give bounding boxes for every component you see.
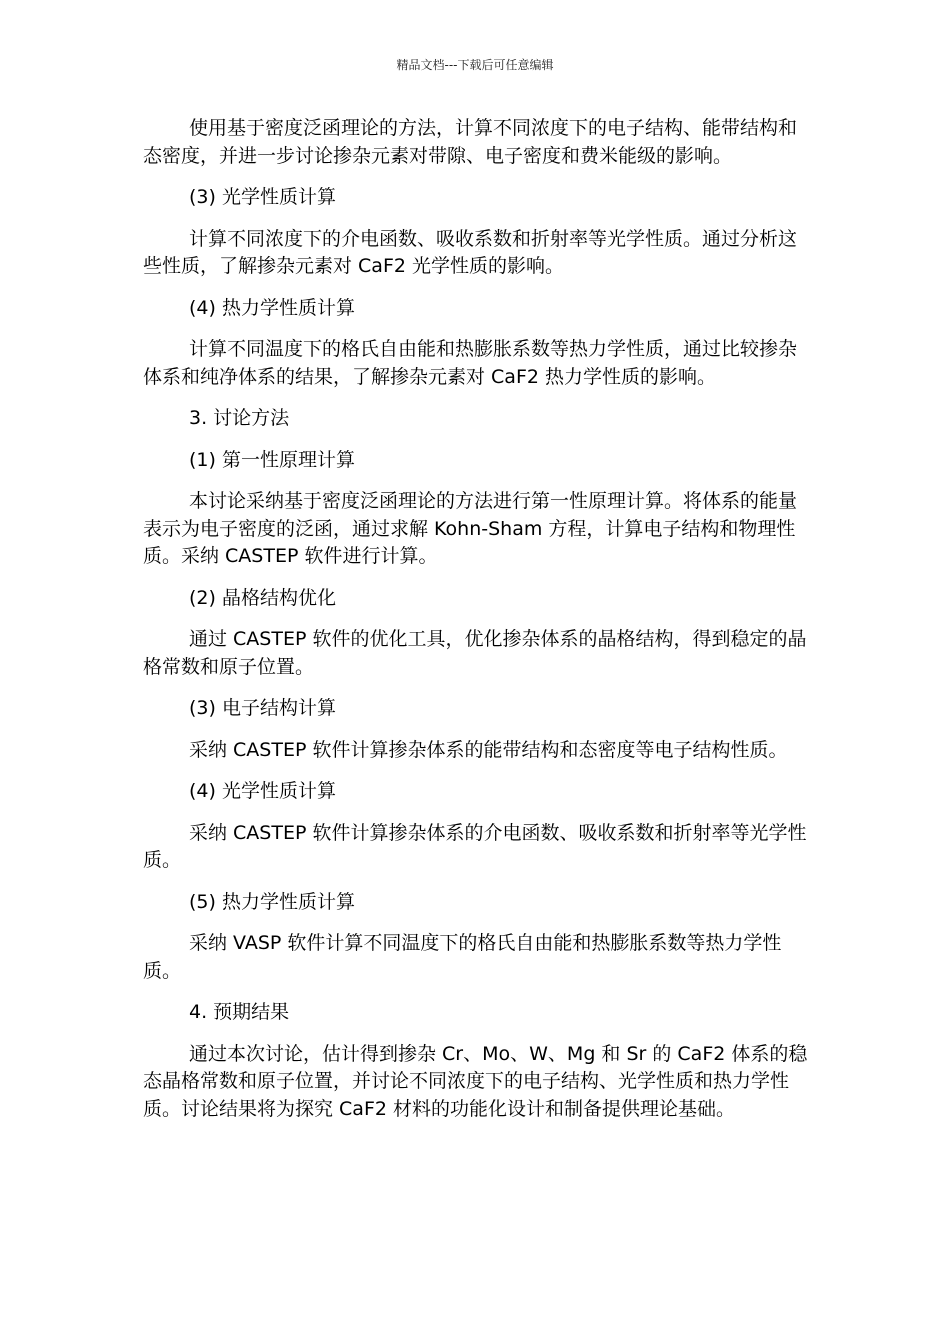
section-heading: (1) 第一性原理计算 xyxy=(189,448,355,471)
paragraph: 采纳 VASP 软件计算不同温度下的格氏自由能和热膨胀系数等热力学性质。 xyxy=(143,932,782,982)
section-heading: (2) 晶格结构优化 xyxy=(189,586,336,609)
section-heading: 3. 讨论方法 xyxy=(189,407,290,429)
paragraph: 计算不同温度下的格氏自由能和热膨胀系数等热力学性质，通过比较掺杂体系和纯净体系的结果，了解掺杂元素对 CaF2 热力学性质的影响。 xyxy=(143,338,798,388)
paragraph: 通过本次讨论，估计得到掺杂 Cr、Mo、W、Mg 和 Sr 的 CaF2 体系的稳态晶格常数和原子位置，并讨论不同浓度下的电子结构、光学性质和热力学性质。讨论结果将为探究 CaF2 材料的功能化设计和制备提供理论基础。 xyxy=(143,1042,808,1120)
section-heading: (4) 热力学性质计算 xyxy=(189,296,355,319)
section-heading: (4) 光学性质计算 xyxy=(189,780,336,802)
paragraph: 本讨论采纳基于密度泛函理论的方法进行第一性原理计算。将体系的能量表示为电子密度的泛函，通过求解 Kohn-Sham 方程，计算电子结构和物理性质。采纳 CASTEP 软件进行计算。 xyxy=(143,490,798,567)
section-heading: (3) 电子结构计算 xyxy=(189,697,336,719)
paragraph: 采纳 CASTEP 软件计算掺杂体系的能带结构和态密度等电子结构性质。 xyxy=(189,738,788,761)
paragraph: 采纳 CASTEP 软件计算掺杂体系的介电函数、吸收系数和折射率等光学性质。 xyxy=(143,821,807,871)
paragraph: 通过 CASTEP 软件的优化工具，优化掺杂体系的晶格结构，得到稳定的晶格常数和原子位置。 xyxy=(143,628,807,678)
document-body xyxy=(143,115,815,1137)
page-header: 精品文档---下载后可任意编辑 xyxy=(396,58,554,72)
section-heading: 4. 预期结果 xyxy=(189,1001,290,1023)
section-heading: (5) 热力学性质计算 xyxy=(189,890,355,913)
section-heading: (3) 光学性质计算 xyxy=(189,186,336,208)
paragraph: 计算不同浓度下的介电函数、吸收系数和折射率等光学性质。通过分析这些性质，了解掺杂元素对 CaF2 光学性质的影响。 xyxy=(143,227,798,277)
paragraph: 使用基于密度泛函理论的方法，计算不同浓度下的电子结构、能带结构和态密度，并进一步讨论掺杂元素对带隙、电子密度和费米能级的影响。 xyxy=(143,117,798,167)
